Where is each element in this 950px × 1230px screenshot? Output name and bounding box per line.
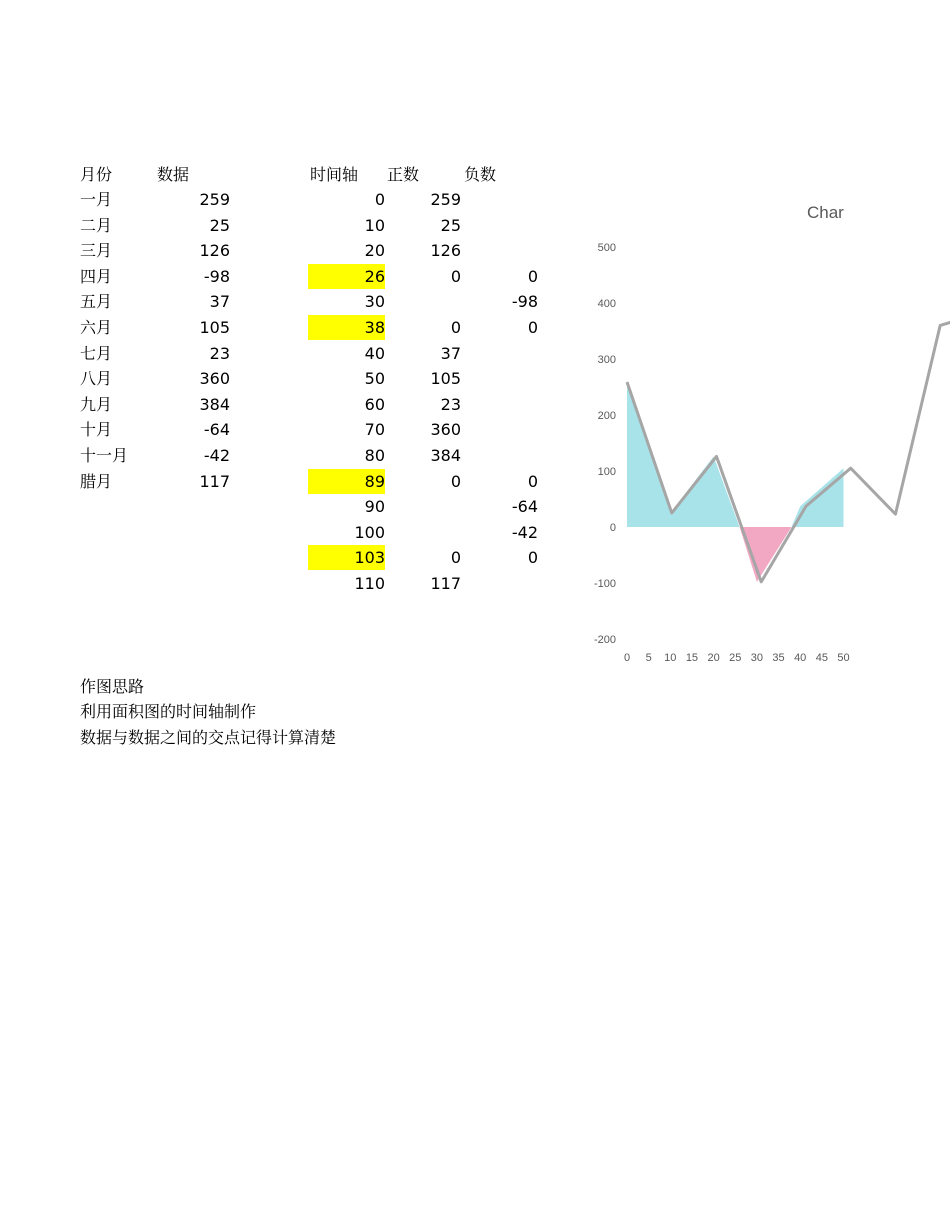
timeline-cell[interactable]: 20 — [364, 241, 385, 261]
timeline-cell[interactable]: 90 — [364, 497, 385, 517]
area-chart[interactable] — [585, 195, 850, 670]
positive-cell[interactable] — [387, 289, 461, 314]
month-cell[interactable]: 四月 — [80, 266, 113, 286]
y-tick-label: 400 — [597, 298, 616, 310]
positive-cell[interactable]: 0 — [450, 471, 461, 491]
x-tick-label: 40 — [794, 652, 807, 664]
month-cell[interactable]: 九月 — [80, 394, 113, 414]
negative-cell[interactable] — [464, 443, 538, 468]
data-cell[interactable]: 360 — [199, 369, 230, 389]
y-tick-label: 300 — [597, 354, 616, 366]
negative-cell[interactable]: -42 — [511, 522, 538, 542]
timeline-cell[interactable]: 10 — [364, 215, 385, 235]
month-cell[interactable]: 七月 — [80, 343, 113, 363]
negative-cell[interactable] — [464, 341, 538, 366]
positive-cell[interactable] — [387, 494, 461, 519]
timeline-cell[interactable]: 70 — [364, 420, 385, 440]
month-cell[interactable]: 八月 — [80, 369, 113, 389]
x-tick-label: 10 — [664, 652, 677, 664]
month-cell[interactable]: 一月 — [80, 190, 113, 209]
negative-cell[interactable] — [464, 417, 538, 442]
positive-cell[interactable]: 25 — [440, 215, 461, 235]
negative-cell[interactable] — [464, 571, 538, 596]
timeline-cell[interactable]: 100 — [354, 522, 385, 542]
positive-cell[interactable]: 384 — [430, 446, 461, 465]
notes-line-2[interactable]: 数据与数据之间的交点记得计算清楚 — [80, 728, 337, 747]
data-cell[interactable]: 37 — [209, 292, 230, 312]
positive-cell[interactable] — [387, 520, 461, 545]
notes-title[interactable]: 作图思路 — [80, 677, 145, 696]
y-tick-label: 200 — [597, 410, 616, 422]
positive-cell[interactable]: 117 — [430, 574, 461, 593]
x-tick-label: 25 — [729, 652, 742, 664]
negative-cell[interactable]: 0 — [527, 471, 538, 491]
timeline-cell[interactable]: 26 — [308, 264, 385, 289]
y-tick-label: -200 — [593, 634, 616, 646]
month-cell[interactable]: 十一月 — [80, 446, 129, 465]
timeline-cell[interactable]: 103 — [308, 545, 385, 570]
negative-cell[interactable] — [464, 238, 538, 263]
data-cell[interactable]: 126 — [199, 241, 230, 261]
positive-cell[interactable]: 37 — [440, 343, 461, 363]
x-tick-label: 45 — [815, 652, 828, 664]
negative-cell[interactable] — [464, 392, 538, 417]
negative-cell[interactable] — [464, 366, 538, 391]
chart-title: Char — [807, 203, 844, 222]
negative-cell[interactable]: 0 — [527, 318, 538, 337]
y-tick-label: 100 — [597, 466, 616, 478]
timeline-cell[interactable]: 89 — [308, 469, 385, 494]
timeline-cell[interactable]: 60 — [364, 394, 385, 414]
negative-cell[interactable]: -64 — [511, 497, 538, 517]
negative-cell[interactable]: 0 — [527, 266, 538, 286]
positive-cell[interactable]: 360 — [430, 420, 461, 440]
y-tick-label: -100 — [593, 578, 616, 590]
positive-cell[interactable]: 126 — [430, 241, 461, 261]
data-cell[interactable]: 25 — [209, 215, 230, 235]
positive-cell[interactable]: 0 — [450, 266, 461, 286]
chart-svg — [585, 195, 850, 670]
data-cell[interactable]: -98 — [203, 266, 230, 286]
positive-cell[interactable]: 23 — [440, 394, 461, 414]
timeline-cell[interactable]: 110 — [354, 574, 385, 593]
month-cell[interactable]: 三月 — [80, 241, 113, 261]
y-tick-label: 0 — [609, 522, 616, 534]
y-tick-label: 500 — [597, 242, 616, 254]
negative-cell[interactable]: 0 — [527, 548, 538, 568]
positive-cell[interactable]: 0 — [450, 318, 461, 337]
timeline-header[interactable]: 时间轴 — [310, 165, 359, 184]
data-cell[interactable]: -42 — [203, 446, 230, 465]
notes-line-1[interactable]: 利用面积图的时间轴制作 — [80, 702, 257, 721]
x-tick-label: 35 — [772, 652, 785, 664]
month-cell[interactable]: 五月 — [80, 292, 113, 312]
negative-header[interactable]: 负数 — [464, 165, 497, 184]
data-cell[interactable]: 259 — [199, 190, 230, 209]
negative-cell[interactable]: -98 — [511, 292, 538, 312]
x-tick-label: 20 — [707, 652, 720, 664]
data-cell[interactable]: 384 — [199, 394, 230, 414]
x-tick-label: 0 — [623, 652, 631, 664]
timeline-cell[interactable]: 80 — [364, 446, 385, 465]
timeline-cell[interactable]: 50 — [364, 369, 385, 389]
x-tick-label: 5 — [645, 652, 652, 664]
data-cell[interactable]: 105 — [199, 318, 230, 337]
data-cell[interactable]: 117 — [199, 471, 230, 491]
month-header[interactable]: 月份 — [80, 165, 113, 184]
positive-header[interactable]: 正数 — [387, 165, 420, 184]
data-cell[interactable]: 23 — [209, 343, 230, 363]
negative-cell[interactable] — [464, 213, 538, 238]
data-header[interactable]: 数据 — [157, 165, 190, 184]
x-tick-label: 50 — [837, 652, 850, 664]
positive-cell[interactable]: 0 — [450, 548, 461, 568]
timeline-cell[interactable]: 40 — [364, 343, 385, 363]
month-cell[interactable]: 六月 — [80, 318, 113, 337]
timeline-cell[interactable]: 30 — [364, 292, 385, 312]
data-line — [627, 312, 950, 582]
timeline-cell[interactable]: 38 — [308, 315, 385, 340]
month-cell[interactable]: 二月 — [80, 215, 113, 235]
data-cell[interactable]: -64 — [203, 420, 230, 440]
timeline-cell[interactable]: 0 — [374, 190, 385, 209]
x-tick-label: 30 — [750, 652, 764, 664]
positive-cell[interactable]: 105 — [430, 369, 461, 389]
positive-cell[interactable]: 259 — [430, 190, 461, 209]
month-cell[interactable]: 腊月 — [80, 471, 113, 491]
negative-cell[interactable] — [464, 187, 538, 212]
month-cell[interactable]: 十月 — [80, 420, 113, 440]
x-tick-label: 15 — [685, 652, 699, 664]
